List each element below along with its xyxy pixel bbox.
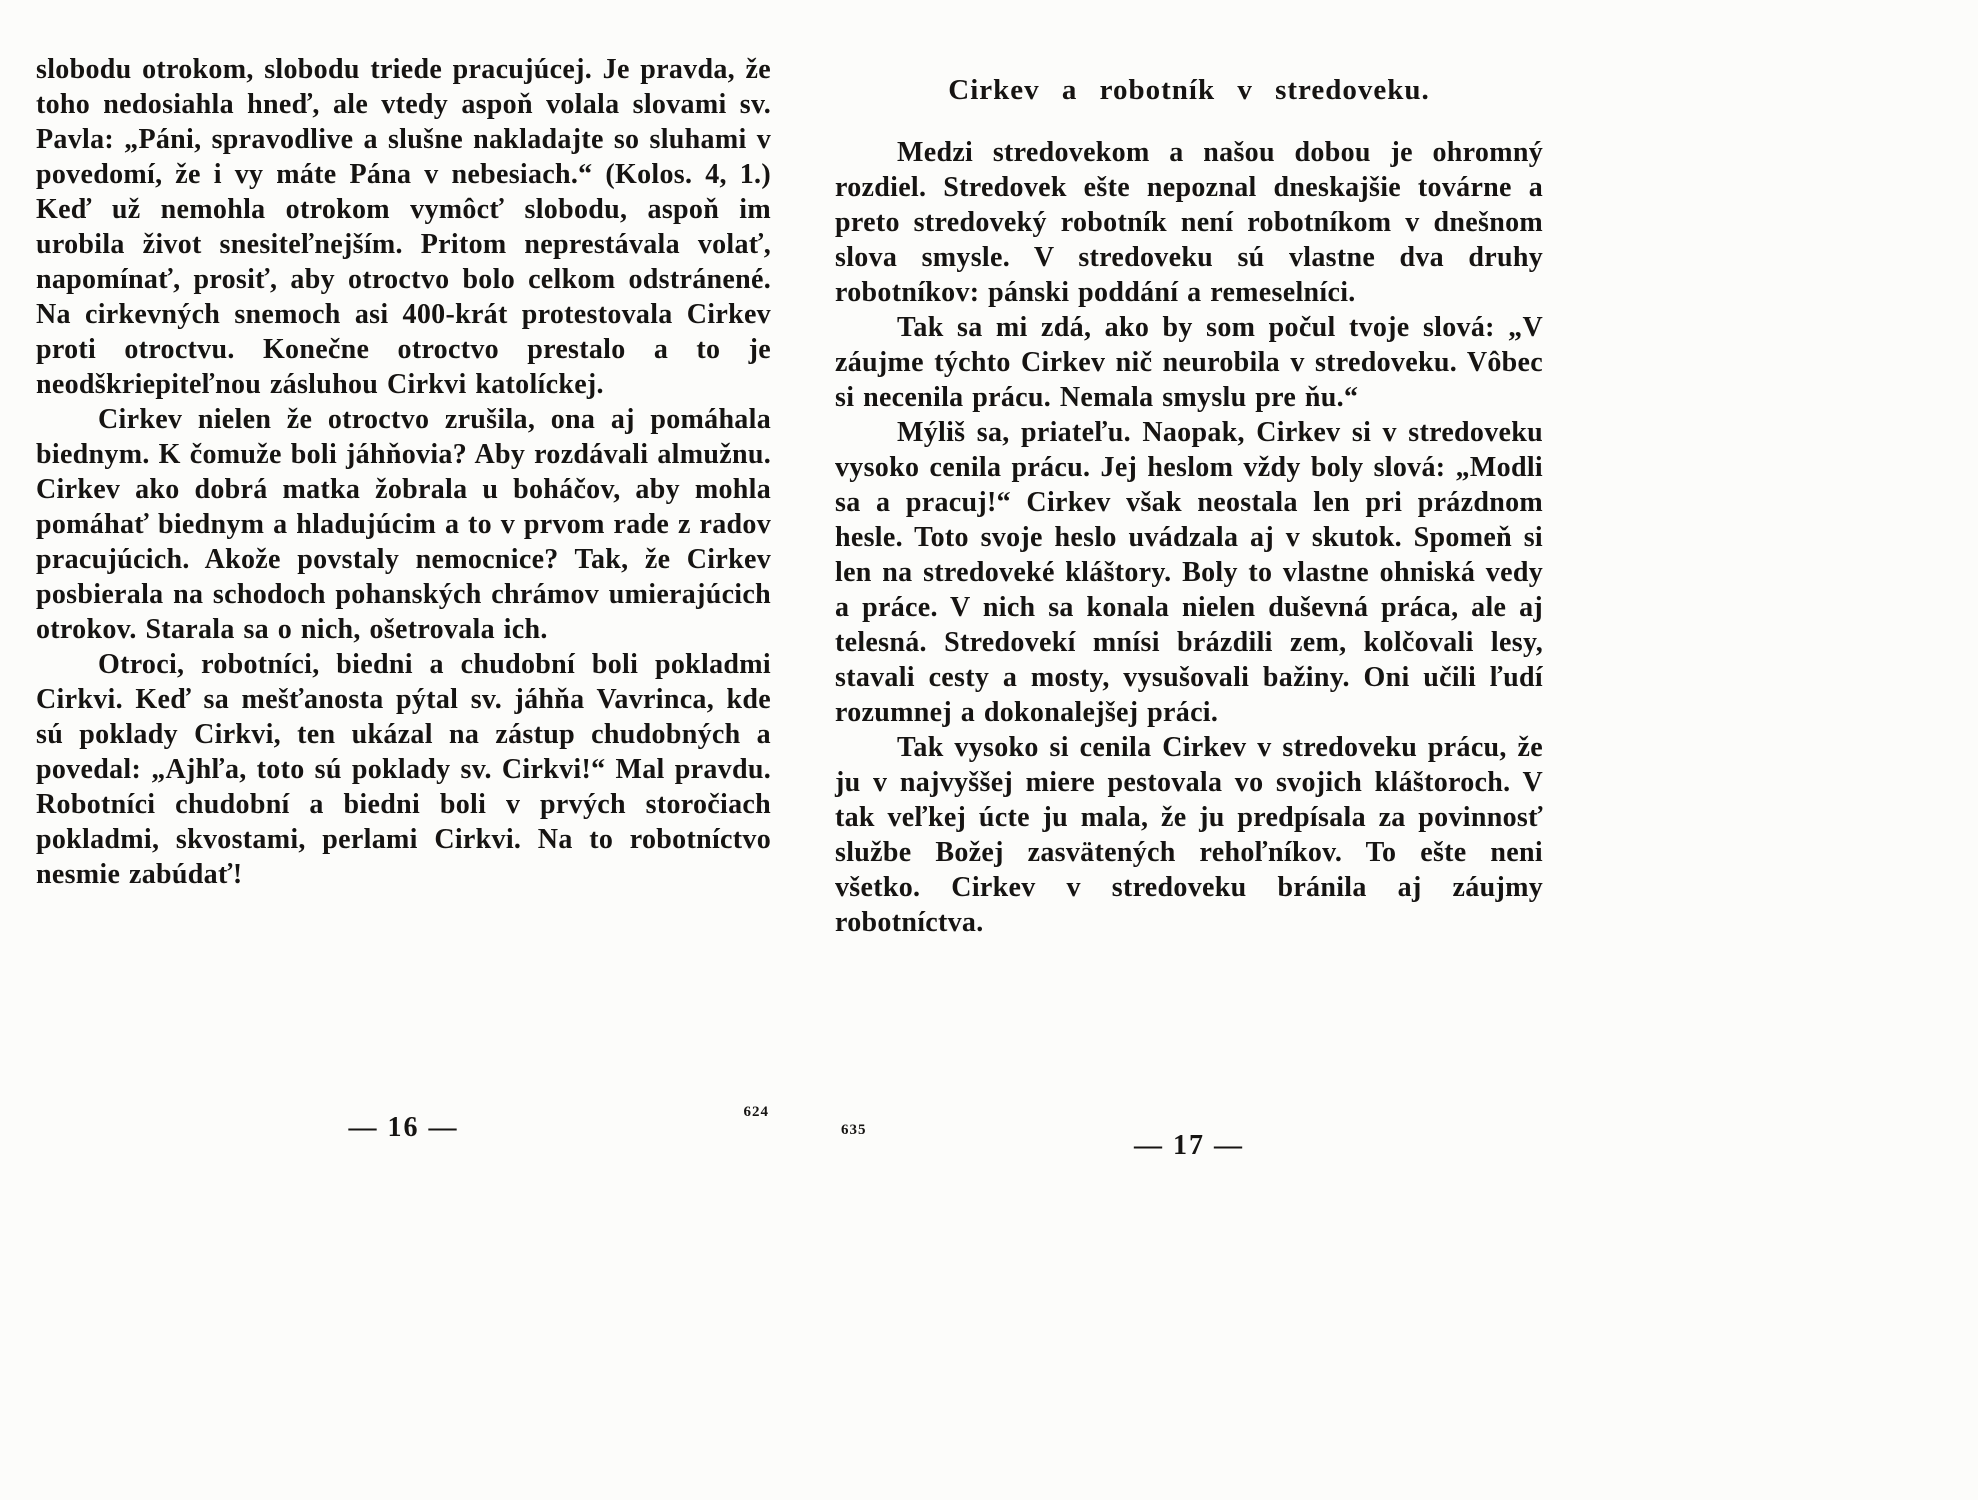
right-page-footer xyxy=(835,1122,1543,1162)
paragraph: Mýliš sa, priateľu. Naopak, Cirkev si v stredoveku vysoko cenila prácu. Jej heslom vždy boly slová: „Modli sa a pracuj!“ Cirkev však neostala len pri prázdnom hesle. Toto svoje heslo uvádzala aj v skutok. Spomeň si len na stredoveké kláštory. Boly to vlastne ohniská vedy a práce. V nich sa konala nielen duševná práca, ale aj telesná. Stredovekí mnísi brázdili zem, kolčovali lesy, stavali cesty a mosty, vysušovali bažiny. Oni učili ľudí rozumnej a dokonalejšej práci. xyxy=(835,417,1543,728)
page-number: — 16 — xyxy=(348,1112,459,1143)
paragraph-continuation: slobodu otrokom, slobodu triede pracujúcej. Je pravda, že toho nedosiahla hneď, ale vtedy aspoň volala slovami sv. Pavla: „Páni, spravodlive a slušne nakladajte so sluhami v povedomí, že i vy máte Pána v nebesiach.“ (Kolos. 4, 1.) Keď už nemohla otrokom vymôcť slobodu, aspoň im urobila život snesiteľnejším. Pritom neprestávala volať, napomínať, prosiť, aby otroctvo bolo celkom odstránené. Na cirkevných snemoch asi 400-krát protestovala Cirkev proti otroctvu. Konečne otroctvo prestalo a to je neodškriepiteľnou zásluhou Cirkvi katolíckej. xyxy=(36,54,771,400)
paragraph: Medzi stredovekom a našou dobou je ohromný rozdiel. Stredovek ešte nepoznal dneskajšie továrne a preto stredoveký robotník není robotníkom v dnešnom slova smysle. V stredoveku sú vlastne dva druhy robotníkov: pánski poddání a remeselníci. xyxy=(835,137,1543,308)
chapter-heading: Cirkev a robotník v stredoveku. xyxy=(948,74,1430,106)
left-page-footer xyxy=(36,1104,771,1144)
paragraph: Cirkev nielen že otroctvo zrušila, ona aj pomáhala biednym. K čomuže boli jáhňovia? Aby rozdávali almužnu. Cirkev ako dobrá matka žobrala u boháčov, aby mohla pomáhať biednym a hladujúcim a to v prvom rade z radov pracujúcich. Akože povstaly nemocnice? Tak, že Cirkev posbierala na schodoch pohanských chrámov umierajúcich otrokov. Starala sa o nich, ošetrovala ich. xyxy=(36,404,771,645)
left-page xyxy=(36,0,771,1500)
paragraph: Tak vysoko si cenila Cirkev v stredoveku prácu, že ju v najvyššej miere pestovala vo svojich kláštoroch. V tak veľkej úcte ju mala, že ju predpísala za povinnosť službe Božej zasvätených rehoľníkov. To ešte neni všetko. Cirkev v stredoveku bránila aj záujmy robotníctva. xyxy=(835,732,1543,938)
paragraph: Otroci, robotníci, biedni a chudobní boli pokladmi Cirkvi. Keď sa mešťanosta pýtal sv. jáhňa Vavrinca, kde sú poklady Cirkvi, ten ukázal na zástup chudobných a povedal: „Ajhľa, toto sú poklady sv. Cirkvi!“ Mal pravdu. Robotníci chudobní a biedni boli v prvých storočiach pokladmi, skvostami, perlami Cirkvi. Na to robotníctvo nesmie zabúdať! xyxy=(36,649,771,890)
print-signature-mark: 635 xyxy=(841,1122,867,1138)
page-number: — 17 — xyxy=(1134,1130,1244,1161)
right-page xyxy=(835,0,1543,1500)
print-signature-mark: 624 xyxy=(743,1104,769,1120)
paragraph: Tak sa mi zdá, ako by som počul tvoje slová: „V záujme týchto Cirkev nič neurobila v stredoveku. Vôbec si necenila prácu. Nemala smyslu pre ňu.“ xyxy=(835,312,1543,413)
